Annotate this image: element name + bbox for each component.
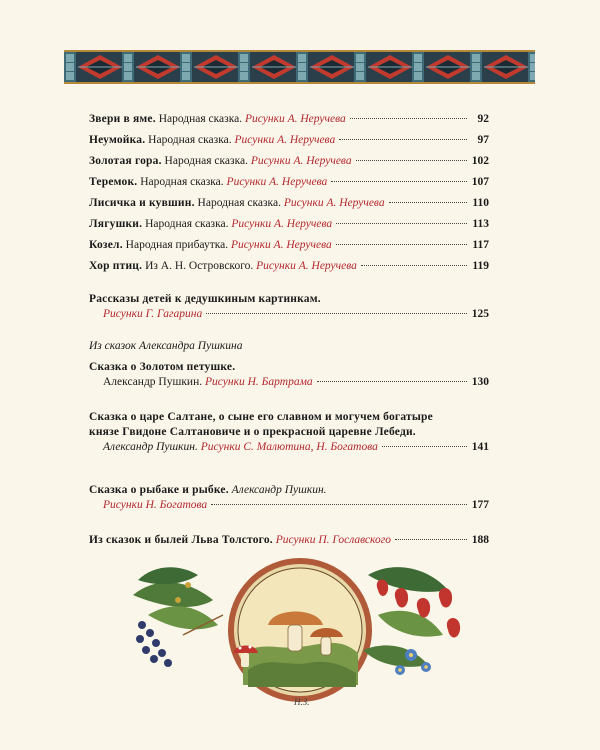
leader-dots: [382, 445, 467, 447]
entry-title: Сказка о Золотом петушке.: [89, 361, 236, 373]
page-number: 113: [472, 218, 489, 230]
entry-subtitle: Народная сказка.: [161, 155, 251, 167]
toc-entry[interactable]: [89, 217, 489, 232]
entry-subtitle: Народная сказка.: [155, 113, 245, 125]
page-number: 130: [471, 376, 489, 388]
toc-entry-tolstoy[interactable]: [89, 533, 489, 548]
illustrator-credit: Рисунки А. Неручева: [230, 239, 332, 251]
illustrator-credit: Рисунки А. Неручева: [283, 197, 385, 209]
entry-title: Сказка о рыбаке и рыбке.: [89, 484, 229, 496]
page-number: 92: [477, 113, 489, 125]
entry-title-line2: князе Гвидоне Салтановиче и о прекрасной царевне Лебеди.: [89, 426, 416, 438]
author-name: Александр Пушкин.: [103, 376, 205, 388]
entry-subtitle: Народная сказка.: [142, 218, 232, 230]
entry-title: Лягушки.: [89, 218, 143, 230]
entry-subtitle: Народная сказка.: [145, 134, 235, 146]
author-name: Александр Пушкин.: [228, 484, 327, 496]
leader-dots: [336, 222, 467, 224]
entry-subtitle: Из А. Н. Островского.: [142, 260, 257, 272]
diamond-ornament-icon: [64, 52, 535, 82]
toc-entry-fisherman[interactable]: [89, 483, 489, 513]
page-number: 188: [471, 534, 489, 546]
entry-title: Теремок.: [89, 176, 138, 188]
toc-entry[interactable]: [89, 112, 489, 127]
leader-dots: [389, 201, 467, 203]
toc-entry-stories[interactable]: [89, 292, 489, 322]
page-number: 119: [472, 260, 489, 272]
illustrator-credit: Рисунки П. Гославского: [275, 534, 391, 546]
entry-title: Лисичка и кувшин.: [89, 197, 195, 209]
entry-subtitle: Народная прибаутка.: [122, 239, 231, 251]
vignette-signature: Н.З.: [294, 697, 310, 707]
illustrator-credit: Рисунки А. Неручева: [234, 134, 336, 146]
illustrator-credit: Рисунки С. Малютина, Н. Богатова: [200, 441, 378, 453]
entry-title: Из сказок и былей Льва Толстого.: [89, 534, 273, 546]
leader-dots: [336, 243, 467, 245]
entry-title: Рассказы детей к дедушкиным картинкам.: [89, 293, 321, 305]
toc-entry[interactable]: [89, 238, 489, 253]
page-number: 117: [472, 239, 489, 251]
leader-dots: [356, 159, 467, 161]
toc-entry[interactable]: [89, 154, 489, 169]
toc-entry[interactable]: [89, 175, 489, 190]
leader-dots: [361, 264, 467, 266]
entry-title: Неумойка.: [89, 134, 146, 146]
leader-dots: [317, 380, 467, 382]
entry-title: Козел.: [89, 239, 123, 251]
entry-title: Золотая гора.: [89, 155, 162, 167]
page-number: 141: [471, 441, 489, 453]
entry-subtitle: Народная сказка.: [137, 176, 227, 188]
entry-title: Звери в яме.: [89, 113, 156, 125]
toc-entry-tsar-saltan[interactable]: [89, 410, 489, 455]
toc-entry[interactable]: [89, 133, 489, 148]
page-number: 102: [471, 155, 489, 167]
mushroom-berry-vignette-icon: [128, 555, 473, 710]
ornamental-header-band: [64, 50, 535, 84]
page-number: 107: [471, 176, 489, 188]
illustrator-credit: Рисунки Н. Богатова: [103, 499, 208, 511]
leader-dots: [339, 138, 467, 140]
illustrator-credit: Рисунки А. Неручева: [250, 155, 352, 167]
leader-dots: [211, 503, 467, 505]
entry-title-line1: Сказка о царе Салтане, о сыне его славном и могучем богатыре: [89, 411, 433, 423]
toc-entry-golden-cockerel[interactable]: [89, 360, 489, 390]
illustrator-credit: Рисунки А. Неручева: [256, 260, 357, 272]
entry-subtitle: Народная сказка.: [194, 197, 284, 209]
toc-entry[interactable]: [89, 196, 489, 211]
section-heading-pushkin: Из сказок Александра Пушкина: [89, 340, 243, 352]
leader-dots: [206, 312, 467, 314]
illustrator-credit: Рисунки А. Неручева: [244, 113, 346, 125]
entry-title: Хор птиц.: [89, 260, 143, 272]
author-name: Александр Пушкин.: [103, 441, 201, 453]
leader-dots: [395, 538, 467, 540]
illustrator-credit: Рисунки Г. Гагарина: [103, 308, 203, 320]
decorative-vignette: [128, 555, 473, 710]
leader-dots: [350, 117, 467, 119]
toc-entry[interactable]: [89, 259, 489, 274]
illustrator-credit: Рисунки А. Неручева: [226, 176, 328, 188]
page-number: 177: [471, 499, 489, 511]
leader-dots: [331, 180, 467, 182]
illustrator-credit: Рисунки Н. Бартрама: [204, 376, 313, 388]
page-number: 110: [472, 197, 489, 209]
illustrator-credit: Рисунки А. Неручева: [231, 218, 333, 230]
page-number: 125: [471, 308, 489, 320]
page-number: 97: [477, 134, 489, 146]
